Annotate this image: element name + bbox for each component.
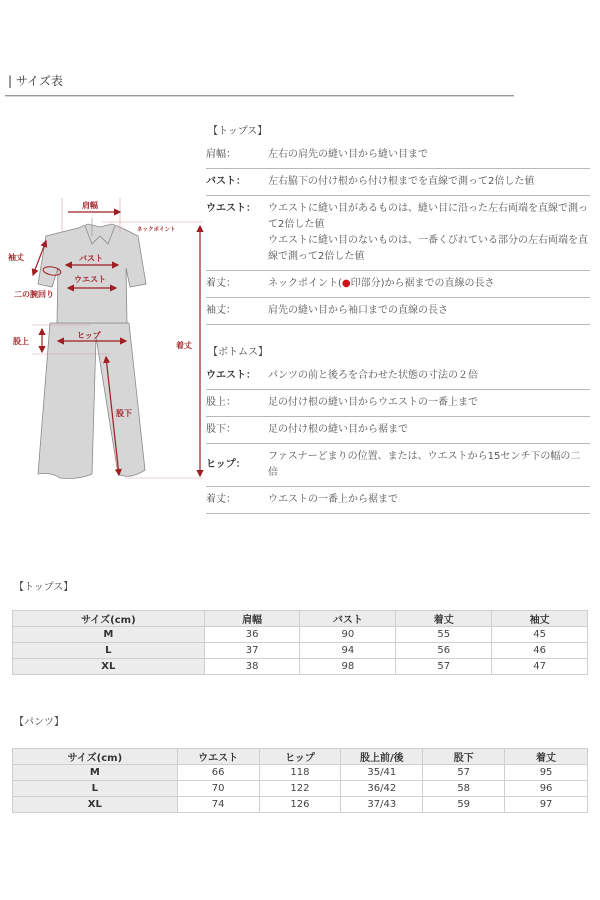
value-cell: 95 bbox=[505, 765, 588, 781]
header-cell: 股上前/後 bbox=[341, 749, 423, 765]
size-cell: XL bbox=[13, 797, 178, 813]
def-row-length-bottoms bbox=[206, 487, 590, 514]
table-header-row bbox=[13, 611, 588, 627]
value-cell: 56 bbox=[396, 643, 492, 659]
def-key: ウエスト： bbox=[206, 203, 256, 214]
label-hip: ヒップ bbox=[77, 331, 101, 340]
pants-table-caption: 【パンツ】 bbox=[14, 717, 64, 728]
size-cell: M bbox=[13, 627, 205, 643]
value-cell: 57 bbox=[396, 659, 492, 675]
value-cell: 70 bbox=[177, 781, 259, 797]
label-shoulder: 肩幅 bbox=[82, 201, 98, 210]
value-cell: 36 bbox=[204, 627, 300, 643]
def-value: 足の付け根の縫い目から裾まで bbox=[268, 424, 408, 435]
size-cell: XL bbox=[13, 659, 205, 675]
def-value: パンツの前と後ろを合わせた状態の寸法の２倍 bbox=[268, 370, 478, 381]
label-bicep: 二の腕回り bbox=[14, 290, 54, 299]
label-inseam: 股下 bbox=[116, 409, 132, 418]
bottoms-heading: 【ボトムス】 bbox=[208, 347, 268, 358]
def-value bbox=[268, 201, 590, 265]
value-cell: 118 bbox=[259, 765, 341, 781]
value-cell: 37 bbox=[204, 643, 300, 659]
page-title: | サイズ表 bbox=[8, 74, 63, 88]
table-row bbox=[13, 659, 588, 675]
value-cell: 122 bbox=[259, 781, 341, 797]
def-key: バスト： bbox=[206, 176, 246, 187]
table-row bbox=[13, 765, 588, 781]
value-cell: 96 bbox=[505, 781, 588, 797]
header-cell: ウエスト bbox=[177, 749, 259, 765]
value-cell: 38 bbox=[204, 659, 300, 675]
header-cell: 肩幅 bbox=[204, 611, 300, 627]
value-cell: 37/43 bbox=[341, 797, 423, 813]
size-cell: M bbox=[13, 765, 178, 781]
def-row-shoulder bbox=[206, 142, 590, 169]
def-value: 肩先の縫い目から袖口までの直線の長さ bbox=[268, 305, 448, 316]
header-cell: ヒップ bbox=[259, 749, 341, 765]
def-value bbox=[268, 276, 590, 292]
value-cell: 47 bbox=[492, 659, 588, 675]
red-dot-icon: ● bbox=[341, 278, 351, 289]
def-row-length bbox=[206, 271, 590, 298]
def-value: ファスナーどまりの位置、または、ウエストから15センチ下の幅の二倍 bbox=[268, 451, 581, 478]
value-cell: 45 bbox=[492, 627, 588, 643]
def-row-rise bbox=[206, 390, 590, 417]
def-key: 股上： bbox=[206, 397, 236, 408]
def-value: 足の付け根の縫い目からウエストの一番上まで bbox=[268, 397, 478, 408]
def-value: ウエストの一番上から裾まで bbox=[268, 494, 398, 505]
header-cell: サイズ(cm) bbox=[13, 611, 205, 627]
value-cell: 74 bbox=[177, 797, 259, 813]
table-row bbox=[13, 797, 588, 813]
table-row bbox=[13, 781, 588, 797]
table-header-row bbox=[13, 749, 588, 765]
value-cell: 98 bbox=[300, 659, 396, 675]
title-divider bbox=[5, 95, 514, 96]
label-waist: ウエスト bbox=[74, 275, 106, 284]
table-row bbox=[13, 627, 588, 643]
header-cell: 着丈 bbox=[505, 749, 588, 765]
def-key: ヒップ： bbox=[206, 459, 246, 470]
def-value: 左右脇下の付け根から付け根までを直線で測って2倍した値 bbox=[268, 176, 535, 187]
label-rise: 股上 bbox=[13, 337, 29, 346]
def-value-line: ウエストに縫い目のないものは、一番くびれている部分の左右両端を直線で測って2倍した値 bbox=[268, 235, 588, 262]
pants-size-table bbox=[12, 748, 588, 813]
def-key: 肩幅： bbox=[206, 149, 236, 160]
def-key: ウエスト： bbox=[206, 370, 256, 381]
def-key: 袖丈： bbox=[206, 305, 236, 316]
header-cell: 着丈 bbox=[396, 611, 492, 627]
value-cell: 66 bbox=[177, 765, 259, 781]
value-cell: 126 bbox=[259, 797, 341, 813]
measurement-definitions bbox=[206, 122, 590, 514]
def-value-line: ウエストに縫い目があるものは、縫い目に沿った左右両端を直線で測って2倍した値 bbox=[268, 203, 588, 230]
value-cell: 36/42 bbox=[341, 781, 423, 797]
def-row-waist bbox=[206, 196, 590, 271]
tops-size-table bbox=[12, 610, 588, 675]
def-row-waist-bottoms bbox=[206, 363, 590, 390]
label-length: 着丈 bbox=[176, 341, 192, 350]
def-key: 着丈： bbox=[206, 278, 236, 289]
def-row-hip bbox=[206, 444, 590, 487]
def-value-post: 印部分)から裾までの直線の長さ bbox=[350, 278, 495, 289]
measurement-diagram bbox=[0, 180, 210, 490]
tops-heading: 【トップス】 bbox=[208, 126, 268, 137]
label-neck-point: ネックポイント bbox=[137, 227, 176, 233]
value-cell: 58 bbox=[423, 781, 505, 797]
garment-illustration bbox=[0, 180, 210, 490]
label-sleeve: 袖丈 bbox=[8, 253, 24, 262]
def-value: 左右の肩先の縫い目から縫い目まで bbox=[268, 149, 428, 160]
value-cell: 94 bbox=[300, 643, 396, 659]
def-key: 股下： bbox=[206, 424, 236, 435]
tops-table-caption: 【トップス】 bbox=[14, 582, 74, 593]
def-value-pre: ネックポイント( bbox=[268, 278, 342, 289]
value-cell: 97 bbox=[505, 797, 588, 813]
size-cell: L bbox=[13, 643, 205, 659]
value-cell: 59 bbox=[423, 797, 505, 813]
def-key: 着丈： bbox=[206, 494, 236, 505]
header-cell: 股下 bbox=[423, 749, 505, 765]
header-cell: バスト bbox=[300, 611, 396, 627]
table-row bbox=[13, 643, 588, 659]
header-cell: 袖丈 bbox=[492, 611, 588, 627]
value-cell: 90 bbox=[300, 627, 396, 643]
def-row-inseam bbox=[206, 417, 590, 444]
value-cell: 46 bbox=[492, 643, 588, 659]
size-cell: L bbox=[13, 781, 178, 797]
def-row-sleeve bbox=[206, 298, 590, 325]
label-bust: バスト bbox=[79, 254, 103, 263]
value-cell: 55 bbox=[396, 627, 492, 643]
header-cell: サイズ(cm) bbox=[13, 749, 178, 765]
value-cell: 57 bbox=[423, 765, 505, 781]
def-row-bust bbox=[206, 169, 590, 196]
value-cell: 35/41 bbox=[341, 765, 423, 781]
